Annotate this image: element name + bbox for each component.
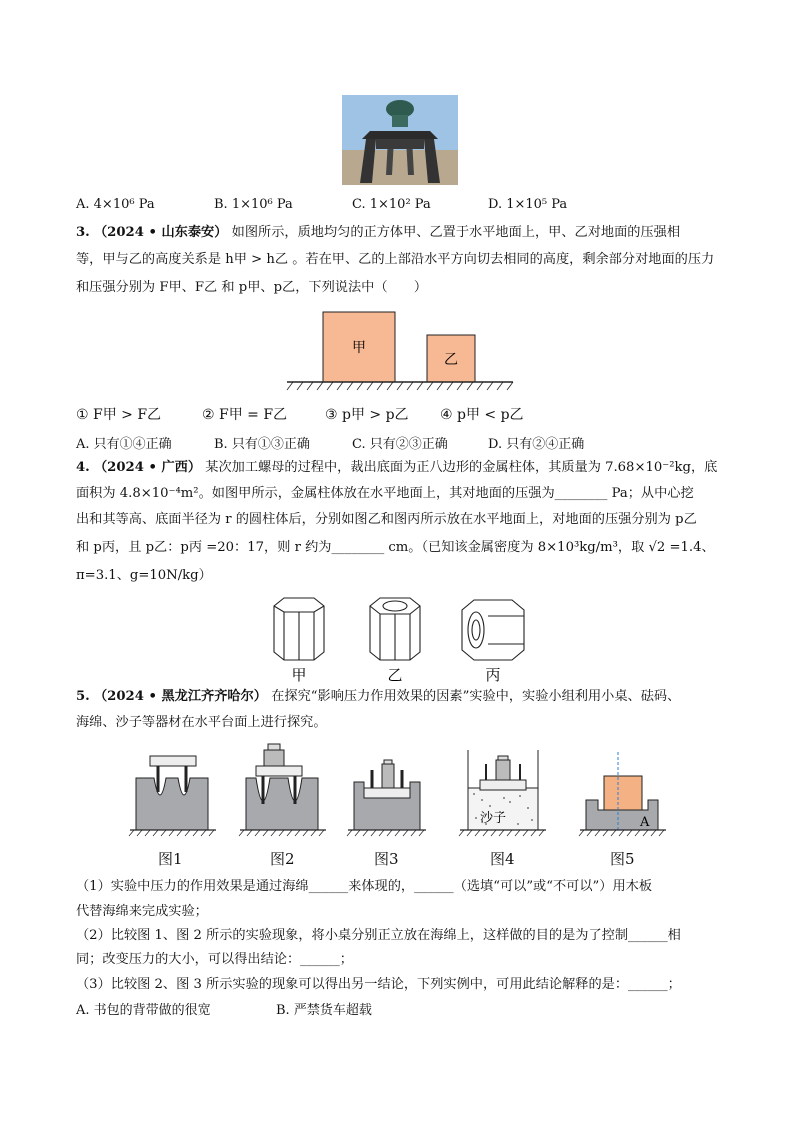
option-b: B. 1×10⁶ Pa — [214, 197, 293, 212]
prism-yi — [370, 598, 420, 660]
statement-2: ② F甲 = F乙 — [202, 407, 288, 423]
q3-source-tag: （2024 • 山东泰安） — [93, 225, 228, 240]
q4-text-1: 某次加工螺母的过程中，裁出底面为正八边形的金属柱体，其质量为 7.68×10⁻²kg，底 — [205, 460, 718, 475]
monument-photo — [342, 95, 458, 185]
q3-text-1: 如图所示，质地均匀的正方体甲、乙置于水平地面上，甲、乙对地面的压强相 — [231, 225, 681, 240]
q3-option-a: A. 只有①④正确 — [76, 437, 172, 452]
q5-line2: 海绵、沙子等器材在水平台面上进行探究。 — [76, 715, 327, 730]
q4-line5: π=3.1、g=10N/kg） — [76, 568, 212, 583]
option-d: D. 1×10⁵ Pa — [488, 197, 568, 212]
fig2-table-weight-on-sponge — [246, 744, 318, 830]
fig5-label: 图5 — [610, 850, 635, 868]
block-yi-label: 乙 — [444, 352, 458, 368]
q4-line2: 面积为 4.8×10⁻⁴m²。如图甲所示，金属柱体放在水平地面上，其对地面的压强为________ Pa；从中心挖 — [76, 486, 694, 501]
q5-part3: （3）比较图 2、图 3 所示实验的现象可以得出另一结论，下列实例中，可用此结论解释的是：______； — [76, 977, 681, 992]
option-a: A. 4×10⁶ Pa — [76, 197, 155, 212]
q3-option-c: C. 只有②③正确 — [352, 437, 448, 452]
fig2-label: 图2 — [270, 850, 295, 868]
q3-blocks-figure — [285, 308, 515, 392]
prism-jia — [274, 598, 324, 660]
prism-bing-label: 丙 — [485, 666, 501, 684]
label-a: A — [640, 815, 650, 830]
option-c: C. 1×10² Pa — [352, 197, 431, 212]
q4-line1 — [76, 458, 740, 478]
statement-4: ④ p甲 < p乙 — [440, 407, 524, 423]
q3-number: 3. — [76, 225, 90, 240]
q5-text-1: 在探究“影响压力作用效果的因素”实验中，实验小组利用小桌、砝码、 — [271, 689, 681, 704]
q5-line1 — [76, 687, 740, 707]
statement-3: ③ p甲 > p乙 — [325, 407, 409, 423]
q5-part1-line1: （1）实验中压力的作用效果是通过海绵______来体现的，______（选填“可以”或“不可以”）用木板 — [76, 879, 653, 894]
q5-part1-line2: 代替海绵来完成实验； — [76, 904, 208, 919]
fig1-label: 图1 — [158, 850, 183, 868]
q4-line3: 出和其等高、底面半径为 r 的圆柱体后，分别如图乙和图丙所示放在水平地面上，对地面的压强分别为 p乙 — [76, 512, 697, 527]
fig1-table-on-sponge — [136, 756, 208, 830]
fig5-block-on-sponge — [586, 752, 658, 830]
q5-part2-line2: 同；改变压力的大小，可以得出结论：______； — [76, 952, 353, 967]
q4-number: 4. — [76, 460, 90, 475]
fig3-label: 图3 — [374, 850, 399, 868]
prism-yi-label: 乙 — [387, 666, 403, 684]
prism-bing — [462, 600, 524, 660]
q3-option-d: D. 只有②④正确 — [488, 437, 585, 452]
prism-jia-label: 甲 — [291, 666, 307, 684]
q4-source-tag: （2024 • 广西） — [93, 460, 202, 475]
q4-line4: 和 p丙，且 p乙：p丙 =20：17，则 r 约为________ cm。（已知该金属密度为 8×10³kg/m³，取 √2 =1.4、 — [76, 540, 715, 555]
sand-label: 沙子 — [480, 811, 507, 826]
q3-line1 — [76, 223, 740, 243]
fig3-inverted-table-on-sponge — [354, 760, 420, 830]
q5-option-b: B. 严禁货车超载 — [276, 1003, 372, 1018]
fig4-table-on-sand — [468, 750, 538, 830]
q5-source-tag: （2024 • 黑龙江齐齐哈尔） — [93, 689, 267, 704]
q5-experiment-figures — [128, 742, 688, 842]
q3-option-b: B. 只有①③正确 — [214, 437, 310, 452]
q4-prisms-figure — [262, 594, 542, 684]
q5-part2-line1: （2）比较图 1、图 2 所示的实验现象，将小桌分别正立放在海绵上，这样做的目的是为了控制______相 — [76, 928, 681, 943]
q3-line3: 和压强分别为 F甲、F乙 和 p甲、p乙，下列说法中（ ） — [76, 280, 428, 295]
fig4-label: 图4 — [490, 850, 515, 868]
q5-option-a: A. 书包的背带做的很宽 — [76, 1003, 211, 1018]
block-jia-label: 甲 — [352, 340, 366, 356]
q3-line2: 等，甲与乙的高度关系是 h甲 > h乙 。若在甲、乙的上部沿水平方向切去相同的高度，剩余部分对地面的压力 — [76, 252, 715, 267]
q5-number: 5. — [76, 689, 90, 704]
statement-1: ① F甲 > F乙 — [76, 407, 162, 423]
